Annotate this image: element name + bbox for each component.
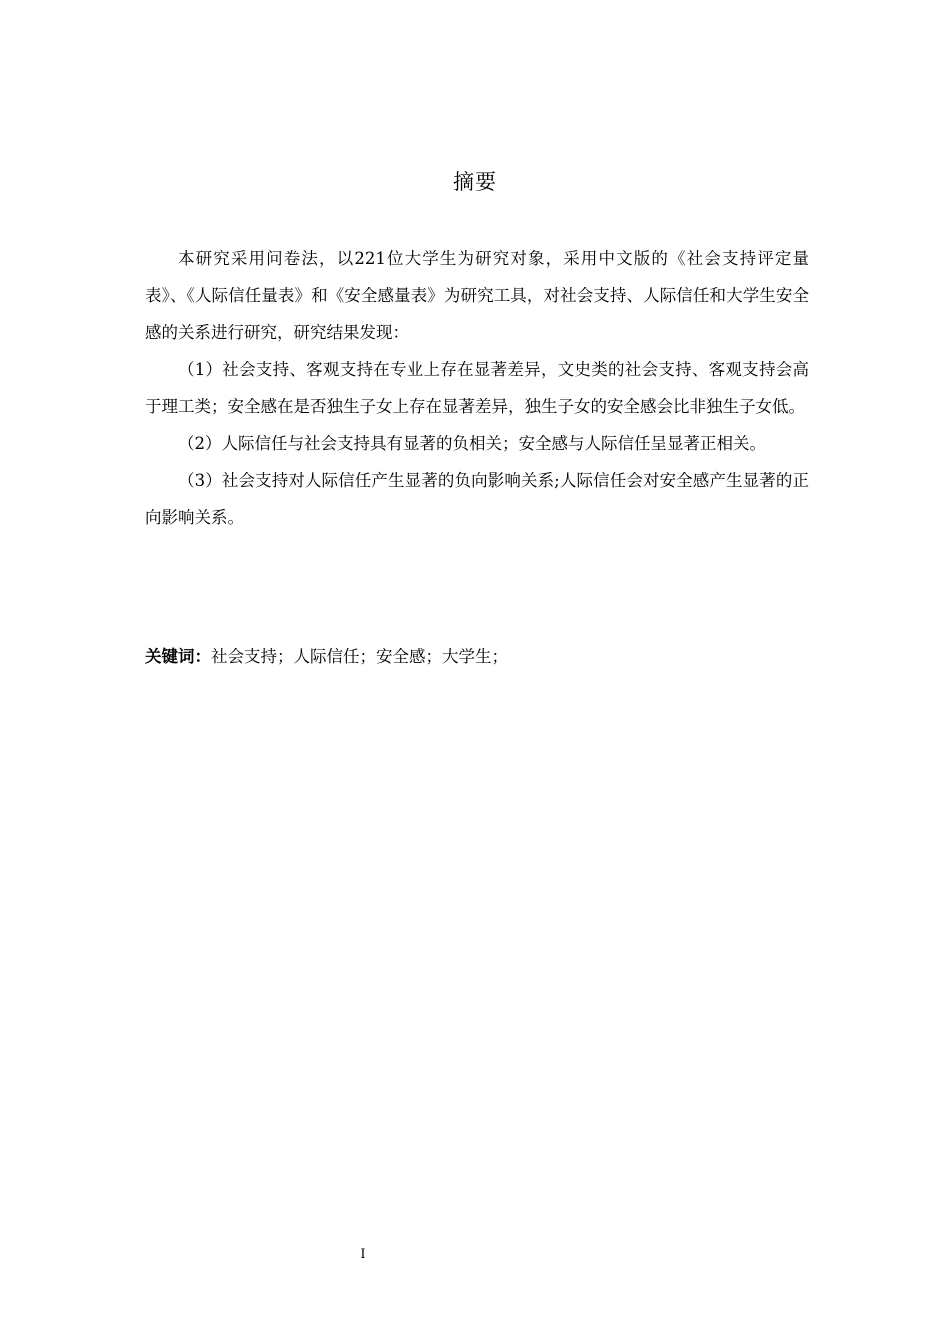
keywords-label: 关键词： <box>145 647 211 666</box>
abstract-body <box>145 240 809 536</box>
finding-paragraph-1: （1）社会支持、客观支持在专业上存在显著差异，文史类的社会支持、客观支持会高于理工类；安全感在是否独生子女上存在显著差异，独生子女的安全感会比非独生子女低。 <box>145 360 809 416</box>
finding-paragraph-2: （2）人际信任与社会支持具有显著的负相关；安全感与人际信任呈显著正相关。 <box>178 434 766 453</box>
keywords-line <box>145 642 809 672</box>
finding-paragraph-3: （3）社会支持对人际信任产生显著的负向影响关系;人际信任会对安全感产生显著的正向影响关系。 <box>145 471 809 527</box>
abstract-paragraph: 本研究采用问卷法，以221位大学生为研究对象，采用中文版的《社会支持评定量表》、《人际信任量表》和《安全感量表》为研究工具，对社会支持、人际信任和大学生安全感的关系进行研究，研究结果发现： <box>145 249 809 342</box>
keywords-value: 社会支持；人际信任；安全感；大学生； <box>211 647 508 666</box>
abstract-title: 摘要 <box>453 170 497 194</box>
page-number: I <box>360 1247 366 1262</box>
